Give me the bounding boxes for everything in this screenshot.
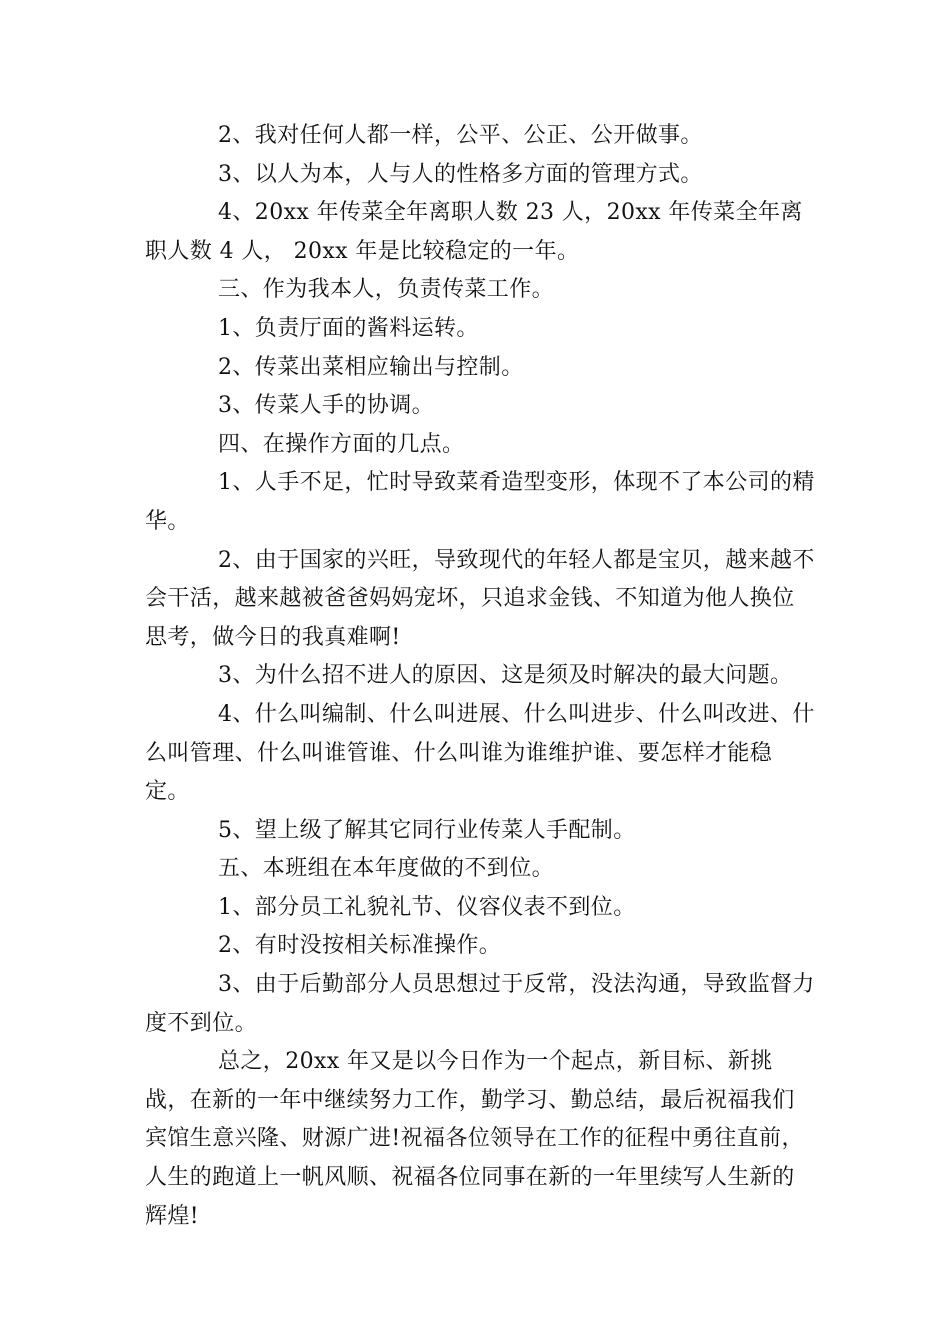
section-heading: 五、本班组在本年度做的不到位。 xyxy=(218,856,555,882)
paragraph: 4、什么叫编制、什么叫进展、什么叫进步、什么叫改进、什么叫管理、什么叫谁管谁、什么叫谁为谁维护谁、要怎样才能稳定。 xyxy=(145,701,815,805)
paragraph: 2、由于国家的兴旺，导致现代的年轻人都是宝贝，越来越不会干活，越来越被爸爸妈妈宠坏，只追求金钱、不知道为他人换位思考，做今日的我真难啊! xyxy=(145,547,815,650)
paragraph: 1、部分员工礼貌礼节、仪容仪表不到位。 xyxy=(218,894,636,920)
paragraph: 3、为什么招不进人的原因、这是须及时解决的最大问题。 xyxy=(218,663,793,689)
closing-paragraph: 总之，20xx 年又是以今日作为一个起点，新目标、新挑战，在新的一年中继续努力工作，勤学习、勤总结，最后祝福我们宾馆生意兴隆、财源广进!祝福各位领导在工作的征程中勇往直前，人生的跑道上一帆风顺、祝福各位同事在新的一年里续写人生新的辉煌! xyxy=(145,1049,804,1229)
paragraph: 2、有时没按相关标准操作。 xyxy=(218,933,502,959)
paragraph: 4、20xx 年传菜全年离职人数 23 人，20xx 年传菜全年离职人数 4 人， 20xx 年是比较稳定的一年。 xyxy=(145,200,803,264)
paragraph: 2、传菜出菜相应输出与控制。 xyxy=(218,354,524,380)
section-heading: 三、作为我本人，负责传菜工作。 xyxy=(218,277,555,303)
paragraph: 1、负责厅面的酱料运转。 xyxy=(218,315,479,341)
paragraph: 3、传菜人手的协调。 xyxy=(218,393,434,419)
paragraph: 5、望上级了解其它同行业传菜人手配制。 xyxy=(218,817,636,843)
section-heading: 四、在操作方面的几点。 xyxy=(218,431,465,457)
paragraph: 2、我对任何人都一样，公平、公正、公开做事。 xyxy=(218,123,703,148)
paragraph: 3、以人为本，人与人的性格多方面的管理方式。 xyxy=(218,161,703,187)
document-body xyxy=(145,117,815,1236)
paragraph: 1、人手不足，忙时导致菜肴造型变形，体现不了本公司的精华。 xyxy=(145,470,815,534)
paragraph: 3、由于后勤部分人员思想过于反常，没法沟通，导致监督力度不到位。 xyxy=(145,972,815,1036)
